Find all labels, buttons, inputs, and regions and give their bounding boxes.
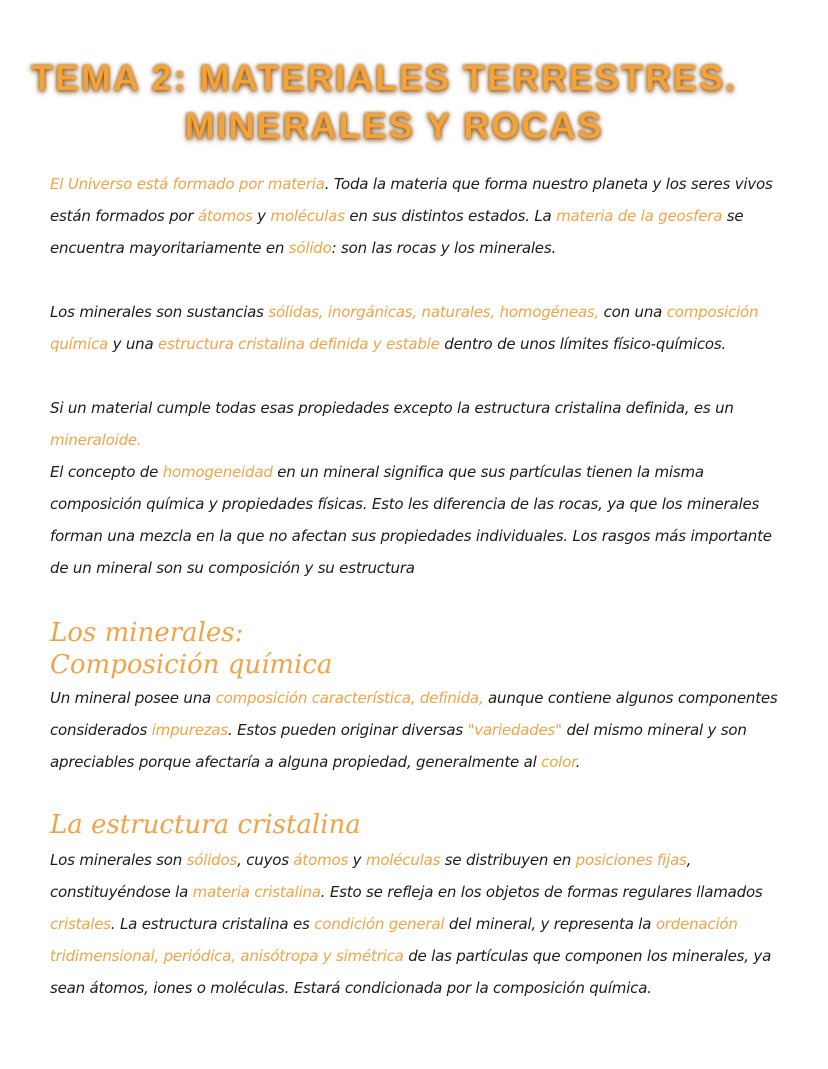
- highlighted-term: sólidos: [186, 851, 238, 869]
- paragraph-homogeneidad: [50, 456, 790, 584]
- section-heading-composicion-quimica: Composición química: [50, 650, 333, 680]
- highlighted-term: "variedades": [467, 721, 562, 739]
- text-run: en sus distintos estados. La: [344, 207, 557, 225]
- highlighted-term: posiciones fijas: [575, 851, 687, 869]
- highlighted-term: materia de la geosfera: [556, 207, 723, 225]
- text-run: de las partículas que componen los minerales, ya sean átomos, iones o moléculas. Estará condicionada por la composición química.: [50, 947, 772, 997]
- paragraph-universo: [50, 168, 790, 264]
- text-run: . Toda la materia que forma nuestro planeta y los seres vivos están formados por: [50, 175, 773, 225]
- text-run: del mismo mineral y son apreciables porque afectaría a alguna propiedad, generalmente al: [50, 721, 747, 771]
- section-heading-estructura-cristalina: La estructura cristalina: [50, 810, 361, 840]
- highlighted-term: condición general: [314, 915, 445, 933]
- text-run: Un mineral posee una: [50, 689, 216, 707]
- highlighted-term: moléculas: [270, 207, 345, 225]
- highlighted-term: ordenación tridimensional, periódica, anisótropa y simétrica: [50, 915, 738, 965]
- text-run: se encuentra mayoritariamente en: [50, 207, 744, 257]
- text-run: , constituyéndose la: [50, 851, 692, 901]
- section-heading-los-minerales: Los minerales:: [50, 618, 244, 648]
- text-run: del mineral, y representa la: [444, 915, 656, 933]
- text-run: y: [252, 207, 271, 225]
- text-run: Si un material cumple todas esas propiedades excepto la estructura cristalina definida, es un: [50, 399, 734, 417]
- highlighted-term: sólidas, inorgánicas, naturales, homogéneas,: [268, 303, 600, 321]
- highlighted-term: color: [541, 753, 576, 771]
- text-run: . La estructura cristalina es: [110, 915, 315, 933]
- highlighted-term: mineraloide.: [50, 431, 142, 449]
- highlighted-term: composición química: [50, 303, 759, 353]
- text-run: con una: [599, 303, 667, 321]
- highlighted-term: El Universo está formado por materia: [50, 175, 325, 193]
- paragraph-composicion: [50, 682, 790, 778]
- paragraph-estructura: [50, 844, 790, 1004]
- paragraph-minerales-definicion: [50, 296, 790, 360]
- paragraph-mineraloide: [50, 392, 790, 456]
- text-run: y: [348, 851, 366, 869]
- text-run: .: [575, 753, 581, 771]
- text-run: aunque contiene algunos componentes considerados: [50, 689, 778, 739]
- text-run: y una: [108, 335, 159, 353]
- highlighted-term: moléculas: [365, 851, 441, 869]
- text-run: dentro de unos límites físico-químicos.: [439, 335, 727, 353]
- text-run: . Estos pueden originar diversas: [228, 721, 468, 739]
- highlighted-term: composición característica, definida,: [215, 689, 484, 707]
- text-run: se distribuyen en: [440, 851, 576, 869]
- text-run: : son las rocas y los minerales.: [331, 239, 557, 257]
- highlighted-term: átomos: [197, 207, 253, 225]
- text-run: , cuyos: [237, 851, 294, 869]
- text-run: Los minerales son sustancias: [50, 303, 269, 321]
- highlighted-term: átomos: [293, 851, 349, 869]
- text-run: El concepto de: [50, 463, 163, 481]
- page-title-line-2: MINERALES Y ROCAS: [184, 105, 604, 146]
- text-run: Los minerales son: [50, 851, 187, 869]
- text-run: . Esto se refleja en los objetos de formas regulares llamados: [320, 883, 763, 901]
- highlighted-term: cristales: [50, 915, 111, 933]
- page-title-line-1: TEMA 2: MATERIALES TERRESTRES.: [30, 57, 738, 98]
- highlighted-term: estructura cristalina definida y estable: [158, 335, 440, 353]
- highlighted-term: sólido: [288, 239, 332, 257]
- text-run: en un mineral significa que sus partículas tienen la misma composición química y propiedades físicas. Esto les diferencia de las rocas, ya que los minerales forman una mezcla en la que no afectan sus propiedades individuales. Los rasgos más importante de un mineral son su composición y su estructura: [50, 463, 772, 577]
- highlighted-term: impurezas: [151, 721, 229, 739]
- highlighted-term: homogeneidad: [162, 463, 273, 481]
- highlighted-term: materia cristalina: [192, 883, 321, 901]
